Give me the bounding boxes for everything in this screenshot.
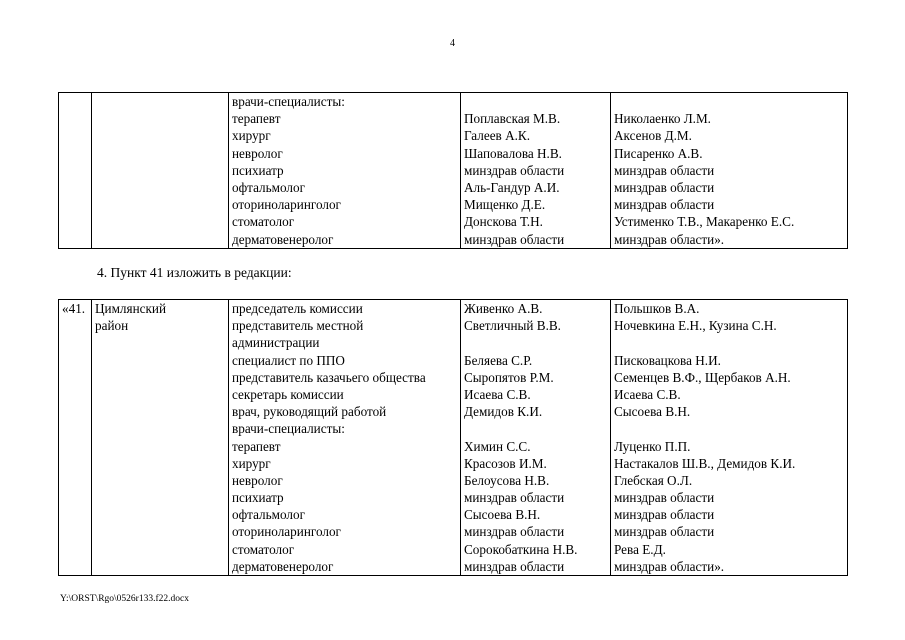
cell-line: невролог	[232, 472, 283, 488]
cell-line: Галеев А.К.	[464, 128, 530, 144]
cell-line	[614, 334, 844, 351]
cell-line: терапевт	[232, 111, 281, 127]
cell-line: Донскова Т.Н.	[464, 214, 543, 230]
members-cell	[461, 93, 611, 249]
cell-line	[464, 420, 607, 437]
cell-line: Устименко Т.В., Макаренко Е.С.	[614, 214, 795, 230]
table-row	[59, 93, 848, 249]
cell-line: дерматовенеролог	[232, 558, 334, 574]
members-cell	[461, 300, 611, 576]
cell-line: Николаенко Л.М.	[614, 111, 711, 127]
cell-line: Цимлянский	[95, 301, 167, 316]
cell-line	[614, 93, 844, 110]
page-number: 4	[450, 38, 455, 49]
commission-table-continued	[58, 92, 848, 249]
cell-line: Сысоева В.Н.	[614, 404, 691, 420]
cell-line: Поплавская М.В.	[464, 111, 561, 127]
cell-line: район	[95, 318, 129, 334]
commission-table-item-41	[58, 299, 848, 576]
cell-line: Сысоева В.Н.	[464, 507, 541, 523]
cell-line: минздрав области	[614, 162, 715, 178]
cell-line: Глебская О.Л.	[614, 472, 693, 488]
cell-line: оториноларинголог	[232, 524, 341, 540]
cell-line: минздрав области	[614, 507, 715, 523]
district-cell	[92, 93, 229, 249]
cell-line: врачи-специалисты:	[232, 94, 345, 109]
cell-line: Настакалов Ш.В., Демидов К.И.	[614, 455, 796, 471]
cell-line: Шаповалова Н.В.	[464, 145, 562, 161]
cell-line: психиатр	[232, 490, 284, 506]
cell-line: врачи-специалисты:	[232, 421, 345, 437]
cell-line: Демидов К.И.	[464, 404, 543, 420]
cell-line: Беляева С.Р.	[464, 352, 533, 368]
cell-line: специалист по ППО	[232, 352, 345, 368]
reserves-cell	[611, 300, 848, 576]
table-row	[59, 300, 848, 576]
cell-line: терапевт	[232, 438, 281, 454]
cell-line: Исаева С.В.	[464, 386, 531, 402]
cell-line: администрации	[232, 335, 320, 351]
roles-cell	[229, 300, 461, 576]
cell-line	[464, 334, 607, 351]
cell-line: минздрав области».	[614, 558, 725, 574]
cell-line: председатель комиссии	[232, 301, 363, 316]
file-path-footer: Y:\ORST\Rgo\0526r133.f22.docx	[60, 594, 189, 604]
item-number-cell: «41.	[59, 300, 92, 576]
cell-line: минздрав области	[614, 197, 715, 213]
cell-line: Писаренко А.В.	[614, 145, 703, 161]
cell-line: Рева Е.Д.	[614, 541, 666, 557]
cell-line: врач, руководящий работой	[232, 404, 387, 420]
cell-line: стоматолог	[232, 214, 295, 230]
cell-line: офтальмолог	[232, 179, 305, 195]
cell-line: секретарь комиссии	[232, 386, 344, 402]
cell-line: минздрав области	[464, 490, 565, 506]
cell-line: минздрав области	[464, 162, 565, 178]
cell-line	[464, 93, 607, 110]
cell-line: Химин С.С.	[464, 438, 531, 454]
amendment-text: 4. Пункт 41 изложить в редакции:	[97, 265, 292, 280]
cell-line: Белоусова Н.В.	[464, 472, 550, 488]
cell-line: минздрав области».	[614, 231, 725, 247]
cell-line: Сорокобаткина Н.В.	[464, 541, 578, 557]
cell-line: Ночевкина Е.Н., Кузина С.Н.	[614, 318, 777, 334]
cell-line: представитель казачьего общества	[232, 369, 426, 385]
cell-line: Мищенко Д.Е.	[464, 197, 546, 213]
cell-line: офтальмолог	[232, 507, 305, 523]
cell-line: минздрав области	[614, 524, 715, 540]
cell-line: стоматолог	[232, 541, 295, 557]
cell-line: Светличный В.В.	[464, 318, 561, 334]
cell-line	[614, 420, 844, 437]
cell-line: минздрав области	[614, 490, 715, 506]
cell-line: Луценко П.П.	[614, 438, 691, 454]
cell-line: оториноларинголог	[232, 197, 341, 213]
roles-cell	[229, 93, 461, 249]
cell-line: дерматовенеролог	[232, 231, 334, 247]
reserves-cell	[611, 93, 848, 249]
cell-line: хирург	[232, 128, 271, 144]
cell-line: представитель местной	[232, 318, 364, 334]
cell-line: хирург	[232, 455, 271, 471]
cell-line: Аль-Гандур А.И.	[464, 179, 560, 195]
cell-line: Исаева С.В.	[614, 386, 681, 402]
cell-line: минздрав области	[464, 231, 565, 247]
cell-line: Сыропятов Р.М.	[464, 369, 554, 385]
cell-line: Польшков В.А.	[614, 301, 700, 316]
cell-line: Живенко А.В.	[464, 301, 543, 316]
cell-line: Семенцев В.Ф., Щербаков А.Н.	[614, 369, 791, 385]
cell-line: Красозов И.М.	[464, 455, 547, 471]
cell-line: минздрав области	[614, 179, 715, 195]
district-cell	[92, 300, 229, 576]
item-number-cell	[59, 93, 92, 249]
cell-line: невролог	[232, 145, 283, 161]
cell-line: психиатр	[232, 162, 284, 178]
cell-line: минздрав области	[464, 524, 565, 540]
cell-line: Писковацкова Н.И.	[614, 352, 721, 368]
cell-line: минздрав области	[464, 558, 565, 574]
cell-line: Аксенов Д.М.	[614, 128, 692, 144]
